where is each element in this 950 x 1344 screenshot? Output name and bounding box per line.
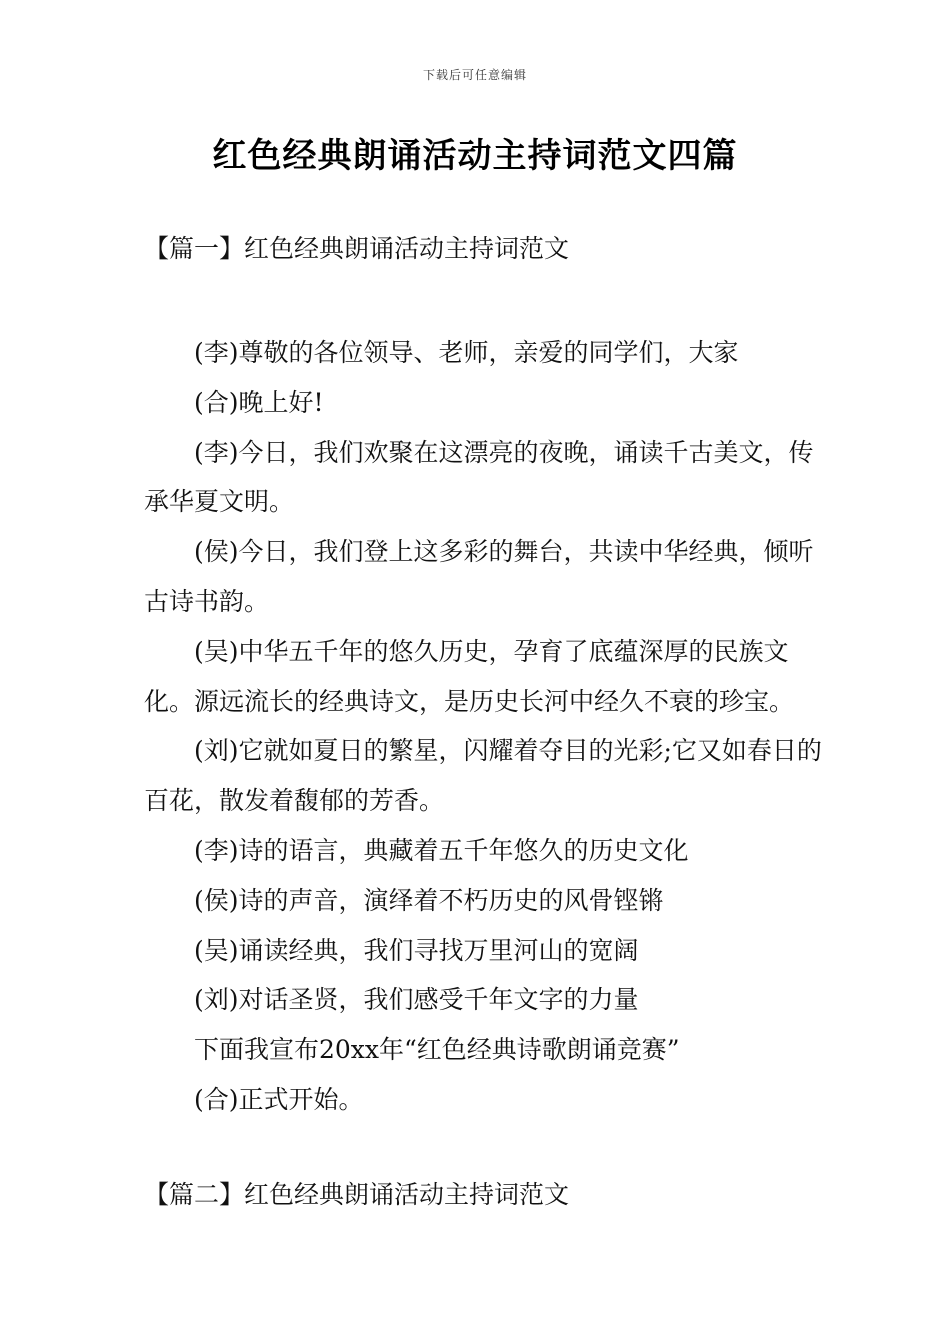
paragraph: (刘)对话圣贤，我们感受千年文字的力量	[194, 985, 639, 1015]
document-title: 红色经典朗诵活动主持词范文四篇	[212, 136, 738, 176]
paragraph: (合)正式开始。	[194, 1084, 364, 1114]
paragraph: (吴)诵读经典，我们寻找万里河山的宽阔	[194, 935, 639, 965]
section-heading-2: 【篇二】红色经典朗诵活动主持词范文	[144, 1180, 570, 1209]
paragraph: (吴)中华五千年的悠久历史，孕育了底蕴深厚的民族文化。源远流长的经典诗文，是历史长河中经久不衰的珍宝。	[144, 636, 795, 716]
header-note: 下载后可任意编辑	[422, 68, 527, 82]
paragraph: (合)晚上好!	[194, 387, 324, 417]
paragraph: (刘)它就如夏日的繁星，闪耀着夺目的光彩;它又如春日的百花，散发着馥郁的芳香。	[144, 736, 822, 816]
paragraph: (侯)诗的声音，演绎着不朽历史的风骨铿锵	[194, 885, 664, 915]
paragraph: (李)尊敬的各位领导、老师，亲爱的同学们，大家	[194, 338, 739, 367]
paragraph: (李)诗的语言，典藏着五千年悠久的历史文化	[194, 835, 689, 865]
section-heading-1: 【篇一】红色经典朗诵活动主持词范文	[144, 234, 570, 263]
paragraph: 下面我宣布20xx年“红色经典诗歌朗诵竞赛”	[194, 1035, 680, 1065]
document-body	[144, 328, 834, 1125]
paragraph: (李)今日，我们欢聚在这漂亮的夜晚，诵读千古美文，传承华夏文明。	[144, 437, 814, 517]
paragraph: (侯)今日，我们登上这多彩的舞台，共读中华经典，倾听古诗书韵。	[144, 537, 814, 616]
